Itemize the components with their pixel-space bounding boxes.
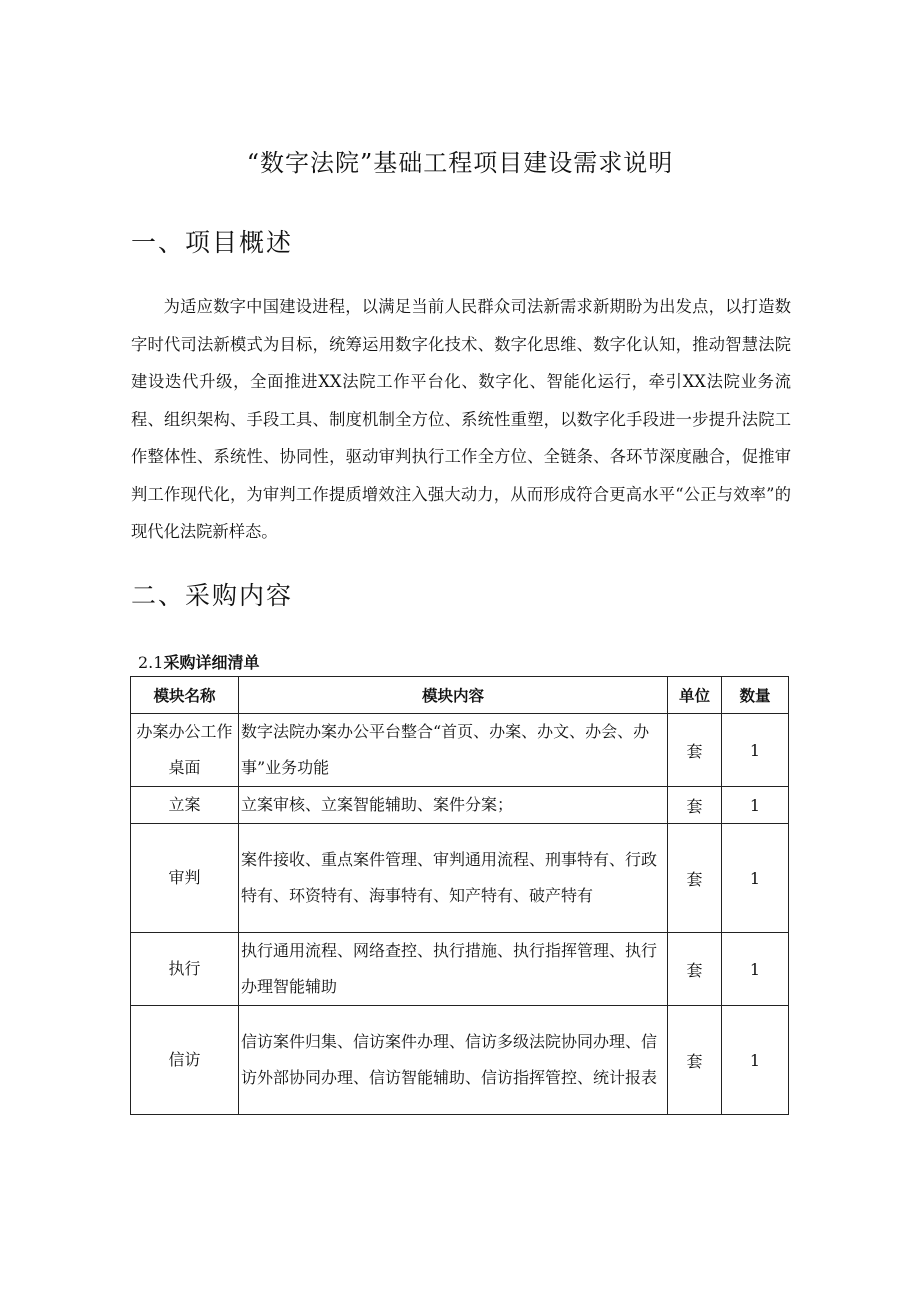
document-title: “数字法院”基础工程项目建设需求说明 [246,149,674,177]
cell-module-content: 案件接收、重点案件管理、审判通用流程、刑事特有、行政特有、环资特有、海事特有、知产特有、破产特有 [239,824,668,933]
cell-unit: 套 [668,714,722,787]
subheading-number: 2.1 [138,653,164,672]
cell-unit: 套 [668,1006,722,1115]
cell-quantity: 1 [722,714,789,787]
section-heading-procurement: 二、采购内容 [131,581,294,610]
cell-unit: 套 [668,933,722,1006]
cell-quantity: 1 [722,824,789,933]
cell-module-name: 立案 [131,787,239,824]
cell-quantity: 1 [722,1006,789,1115]
cell-module-name: 信访 [131,1006,239,1115]
header-quantity: 数量 [722,677,789,714]
overview-paragraph: 为适应数字中国建设进程，以满足当前人民群众司法新需求新期盼为出发点，以打造数字时代司法新模式为目标，统筹运用数字化技术、数字化思维、数字化认知，推动智慧法院建设迭代升级，全面推进XX法院工作平台化、数字化、智能化运行，牵引XX法院业务流程、组织架构、手段工具、制度机制全方位、系统性重塑，以数字化手段进一步提升法院工作整体性、系统性、协同性，驱动审判执行工作全方位、全链条、各环节深度融合，促推审判工作现代化，为审判工作提质增效注入强大动力，从而形成符合更高水平“公正与效率”的现代化法院新样态。 [131,297,791,541]
subheading-text: 采购详细清单 [163,653,260,672]
table-header-row [131,677,789,714]
cell-module-content: 数字法院办案办公平台整合“首页、办案、办文、办会、办事”业务功能 [239,714,668,787]
header-unit: 单位 [668,677,722,714]
table-row [131,714,789,787]
table-row [131,933,789,1006]
cell-module-name: 办案办公工作桌面 [131,714,239,787]
section-heading-overview: 一、项目概述 [131,228,294,257]
cell-unit: 套 [668,787,722,824]
cell-module-content: 立案审核、立案智能辅助、案件分案； [239,787,668,824]
procurement-table [130,676,789,1115]
cell-quantity: 1 [722,933,789,1006]
table-row [131,824,789,933]
cell-quantity: 1 [722,787,789,824]
cell-module-content: 执行通用流程、网络查控、执行措施、执行指挥管理、执行办理智能辅助 [239,933,668,1006]
cell-module-content: 信访案件归集、信访案件办理、信访多级法院协同办理、信访外部协同办理、信访智能辅助、信访指挥管控、统计报表 [239,1006,668,1115]
header-module-name: 模块名称 [131,677,239,714]
header-module-content: 模块内容 [239,677,668,714]
table-row [131,1006,789,1115]
cell-unit: 套 [668,824,722,933]
cell-module-name: 执行 [131,933,239,1006]
subheading-procurement-list [138,652,259,674]
table-row [131,787,789,824]
cell-module-name: 审判 [131,824,239,933]
